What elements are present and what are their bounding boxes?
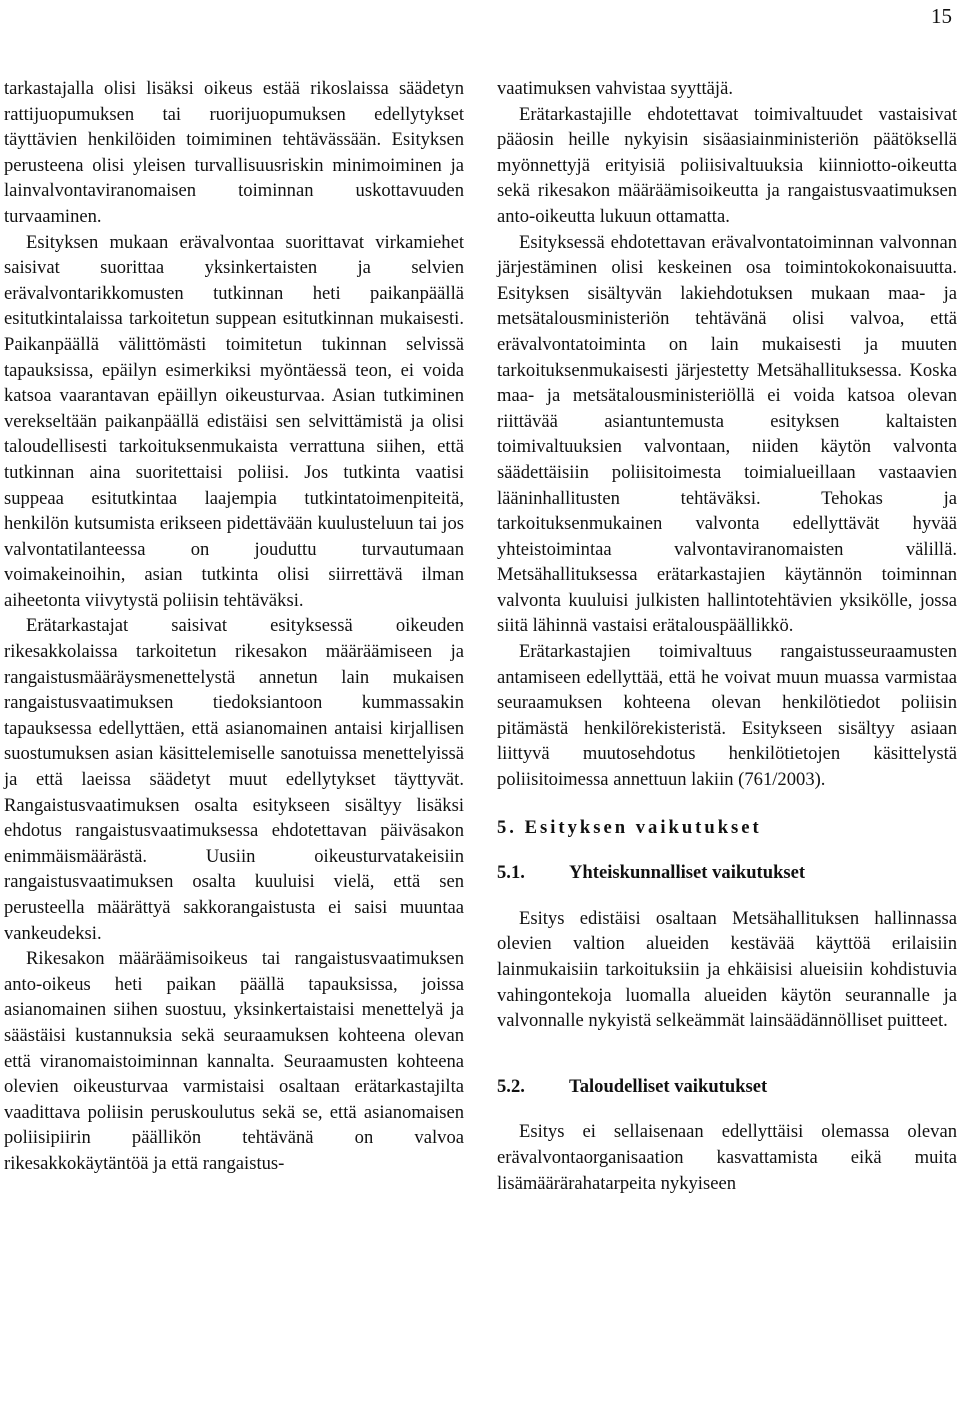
paragraph: Erätarkastajien toimivaltuus rangaistusseuraamusten antamiseen edellyttää, että he voivat muun muassa varmistaa seuraamuksen kohteena olevan henkilötiedot poliisin pitämästä henkilörekisteristä. Esitykseen sisältyy asiaan liittyvä muutosehdotus henkilötietojen käsittelystä poliisitoimessa annettuun lakiin (761/2003). [497,641,957,791]
subsection-title: Taloudelliset vaikutukset [569,1075,768,1097]
paragraph: vaatimuksen vahvistaa syyttäjä. [497,78,733,99]
paragraph: tarkastajalla olisi lisäksi oikeus estää rikoslaissa säädetyn rattijuopumuksen tai ruorijuopumuksen edellytykset täyttävien henkilöiden toimiminen tehtävässään. Esityksen perusteena olisi yleisen turvallisuusriskin minimoiminen ja lainvalvontaviranomaisen toiminnan uskottavuuden turvaaminen. [4,78,464,227]
section-title: Esityksen vaikutukset [524,816,762,838]
paragraph: Erätarkastajat saisivat esityksessä oikeuden rikesakkolaissa tarkoitetun rikesakon määräämiseen ja rangaistusmääräysmenettelystä annetun lain mukaisen rangaistusvaatimuksen tiedoksiantoon kummassakin tapauksessa edellyttäen, että asianomainen antaisi kirjallisen suostumuksen asian käsittelemiselle sanotuissa menettelyissä ja että laeissa säädetyt muut edellytykset täyttyvät. Rangaistusvaatimuksen osalta esitykseen sisältyy lisäksi ehdotus rangaistusvaatimuksessa ehdotettavan päiväsakon enimmäismäärästä. Uusiin oikeusturvatakeisiin rangaistusvaatimuksen osalta kuuluisi vielä, että sen perusteella määrättyä sakkorangaistusta ei saisi muuntaa vankeudeksi. [4,615,464,944]
right-column [497,76,957,1196]
paragraph: Rikesakon määräämisoikeus tai rangaistusvaatimuksen anto-oikeus heti paikan päällä tapauksissa, joissa asianomainen siihen suostuu, yksinkertaistaisi menettelyä ja säästäisi kustannuksia sekä seuraamuksen kohteena olevan että viranomaistoiminnan kannalta. Seuraamusten kohteena olevien oikeusturvaa varmistaisi osaltaan erätarkastajilta vaadittava poliisin peruskoulutus sekä se, että asianomaisen poliisipiirin päällikön tehtävänä on valvoa rikesakkokäytäntöä ja että rangaistus- [4,948,464,1174]
paragraph: Esitys edistäisi osaltaan Metsähallituksen hallinnassa olevien valtion alueiden kestävää käyttöä erilaisiin lainmukaisiin tarkoituksiin ja ehkäisisi alueisiin kohdistuvia vahingontekoja luomalla alueiden käytön seurannalle ja valvonnalle nykyistä selkeämmät lainsäädännölliset puitteet. [497,907,957,1032]
subsection-heading [497,1074,957,1100]
subsection-title: Yhteiskunnalliset vaikutukset [569,862,806,884]
paragraph: Esityksessä ehdotettavan erävalvontatoiminnan valvonnan järjestäminen olisi keskeinen osa toimintokokonaisuutta. Esityksen sisältyvän lakiehdotuksen mukaan maa- ja metsätalousministeriön tehtävänä olisi valvoa, että erävalvontatoiminta on lain mukaisesti ja muuten tarkoituksenmukaisesti järjestetty Metsähallituksessa. Koska maa- ja metsätalousministeriöllä ei voida katsoa olevan riittävää asiantuntemusta esityksen kaltaisten toimivaltuuksien valvontaan, niiden käytön valvonta säädettäisiin poliisitoimesta toimialueillaan vastaavien lääninhallitusten tehtäväksi. Tehokas ja tarkoituksenmukainen valvonta edellyttävät hyvää yhteistoimintaa valvontaviranomaisten välillä. Metsähallituksessa erätarkastajien käytännön toiminnan valvonta kuuluisi julkisten hallintotehtävien yksikölle, jossa siitä lähinnä vastaisi erätalouspäällikkö. [497,231,957,637]
section-number: 5. [497,816,517,838]
subsection-heading [497,860,957,886]
paragraph: Esityksen mukaan erävalvontaa suorittavat virkamiehet saisivat suorittaa yksinkertaisten ja selvien erävalvontarikkomusten tutkinnan heti paikanpäällä esitutkintalaissa tarkoitetun suppean esitutkinnan mukaisesti. Paikanpäällä välittömästi toimitetun tukinnan selvissä tapauksissa, epäilyn esimerkiksi myöntäessä teon, ei voida katsoa vaarantavan epäillyn oikeusturvaa. Asian tutkiminen verekseltään paikanpäällä edistäisi sen selvittämistä ja olisi taloudellisesti tarkoituksenmukaista verrattuna siihen, että tutkinnan aina suoritettaisi poliisi. Jos tutkinta vaatisi suppeaa esitutkintaa laajempia tutkintatoimenpiteitä, henkilön kutsumista erikseen pidettävään kuulusteluun tai jos valvontatilanteessa on jouduttu turvautumaan voimakeinoihin, asian tutkinta olisi siirrettävä ilman aiheetonta viivytystä poliisin tehtäväksi. [4,231,464,611]
subsection-number: 5.2. [497,1075,525,1097]
left-column [4,76,464,1177]
page-number: 15 [931,4,952,28]
paragraph: Esitys ei sellaisenaan edellyttäisi olemassa olevan erävalvontaorganisaation kasvattamista eikä muita lisämäärärahatarpeita nykyiseen [497,1121,957,1194]
section-heading [497,815,957,841]
paragraph: Erätarkastajille ehdotettavat toimivaltuudet vastaisivat pääosin heille nykyisin sisäasiainministeriön päätöksellä myönnettyjä erityisiä poliisivaltuuksia kiinniotto-oikeutta sekä rikesakon määräämisoikeutta ja rangaistusvaatimuksen anto-oikeutta lukuun ottamatta. [497,103,957,227]
subsection-number: 5.1. [497,862,525,884]
